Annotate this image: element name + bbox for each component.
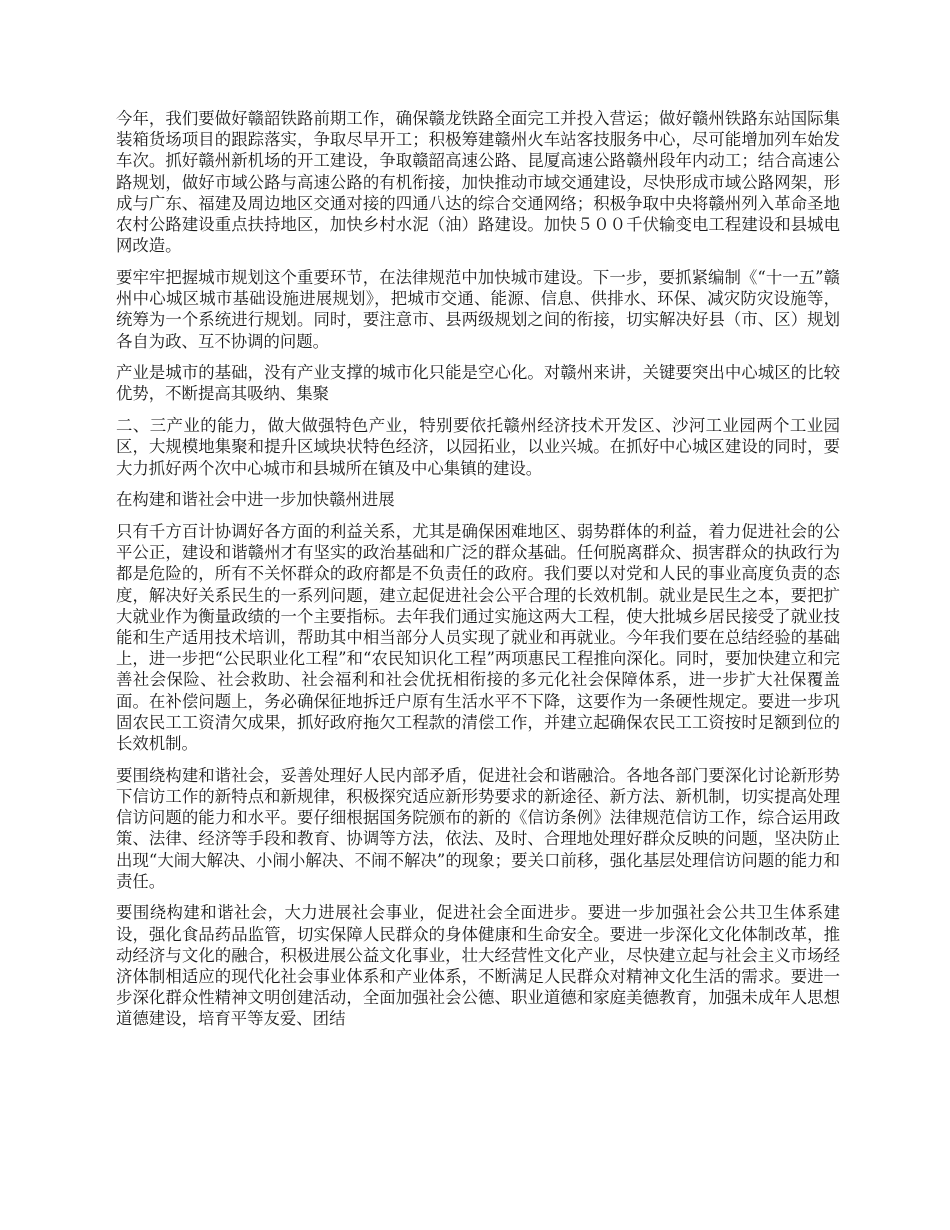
document-body	[116, 108, 840, 1040]
paragraph-petition-work: 要围绕构建和谐社会，妥善处理好人民内部矛盾，促进社会和谐融洽。各地各部门要深化讨论新形势下信访工作的新特点和新规律，积极探究适应新形势要求的新途径、新方法、新机制，切实提高处理信访问题的能力和水平。要仔细根据国务院颁布的新的《信访条例》法律规范信访工作，综合运用政策、法律、经济等手段和教育、协调等方法，依法、及时、合理地处理好群众反映的问题，坚决防止出现“大闹大解决、小闹小解决、不闹不解决”的现象；要关口前移，强化基层处理信访问题的能力和责任。	[116, 765, 840, 891]
section-heading: 在构建和谐社会中进一步加快赣州进展	[116, 490, 395, 510]
paragraph-secondary-tertiary-industry: 二、三产业的能力，做大做强特色产业，特别要依托赣州经济技术开发区、沙河工业园两个工业园区，大规模地集聚和提升区域块状特色经济，以园拓业，以业兴城。在抓好中心城区建设的同时，要大力抓好两个次中心城市和县城所在镇及中心集镇的建设。	[116, 416, 840, 478]
paragraph-urban-planning: 要牢牢把握城市规划这个重要环节，在法律规范中加快城市建设。下一步，要抓紧编制《“十一五”赣州中心城区城市基础设施进展规划》，把城市交通、能源、信息、供排水、环保、减灾防灾设施等，统筹为一个系统进行规划。同时，要注意市、县两级规划之间的衔接，切实解决好县（市、区）规划各自为政、互不协调的问题。	[116, 267, 840, 351]
paragraph-industry-basis: 产业是城市的基础，没有产业支撑的城市化只能是空心化。对赣州来讲，关键要突出中心城区的比较优势，不断提高其吸纳、集聚	[116, 363, 840, 404]
paragraph-social-fairness: 只有千方百计协调好各方面的利益关系，尤其是确保困难地区、弱势群体的利益，着力促进社会的公平公正，建设和谐赣州才有坚实的政治基础和广泛的群众基础。任何脱离群众、损害群众的执政行为都是危险的，所有不关怀群众的政府都是不负责任的政府。我们要以对党和人民的事业高度负责的态度，解决好关系民生的一系列问题，建立起促进社会公平合理的长效机制。就业是民生之本，要把扩大就业作为衡量政绩的一个主要指标。去年我们通过实施这两大工程，使大批城乡居民接受了就业技能和生产适用技术培训，帮助其中相当部分人员实现了就业和再就业。今年我们要在总结经验的基础上，进一步把“公民职业化工程”和“农民知识化工程”两项惠民工程推向深化。同时，要加快建立和完善社会保险、社会救助、社会福利和社会优抚相衔接的多元化社会保障体系，进一步扩大社保覆盖面。在补偿问题上，务必确保征地拆迁户原有生活水平不下降，这要作为一条硬性规定。要进一步巩固农民工工资清欠成果，抓好政府拖欠工程款的清偿工作，并建立起确保农民工工资按时足额到位的长效机制。	[116, 521, 840, 753]
paragraph-social-undertakings: 要围绕构建和谐社会，大力进展社会事业，促进社会全面进步。要进一步加强社会公共卫生体系建设，强化食品药品监管，切实保障人民群众的身体健康和生命安全。要进一步深化文化体制改革，推动经济与文化的融合，积极进展公益文化事业，壮大经营性文化产业，尽快建立起与社会主义市场经济体制相适应的现代化社会事业体系和产业体系，不断满足人民群众对精神文化生活的需求。要进一步深化群众性精神文明创建活动，全面加强社会公德、职业道德和家庭美德教育，加强未成年人思想道德建设，培育平等友爱、团结	[116, 903, 840, 1029]
paragraph-transport: 今年，我们要做好赣韶铁路前期工作，确保赣龙铁路全面完工并投入营运；做好赣州铁路东站国际集装箱货场项目的跟踪落实，争取尽早开工；积极筹建赣州火车站客技服务中心，尽可能增加列车始发车次。抓好赣州新机场的开工建设，争取赣韶高速公路、昆厦高速公路赣州段年内动工；结合高速公路规划，做好市域公路与高速公路的有机衔接，加快推动市域交通建设，尽快形成市域公路网架，形成与广东、福建及周边地区交通对接的四通八达的综合交通网络；积极争取中央将赣州列入革命圣地农村公路建设重点扶持地区，加快乡村水泥（油）路建设。加快５００千伏输变电工程建设和县城电网改造。	[116, 109, 840, 256]
